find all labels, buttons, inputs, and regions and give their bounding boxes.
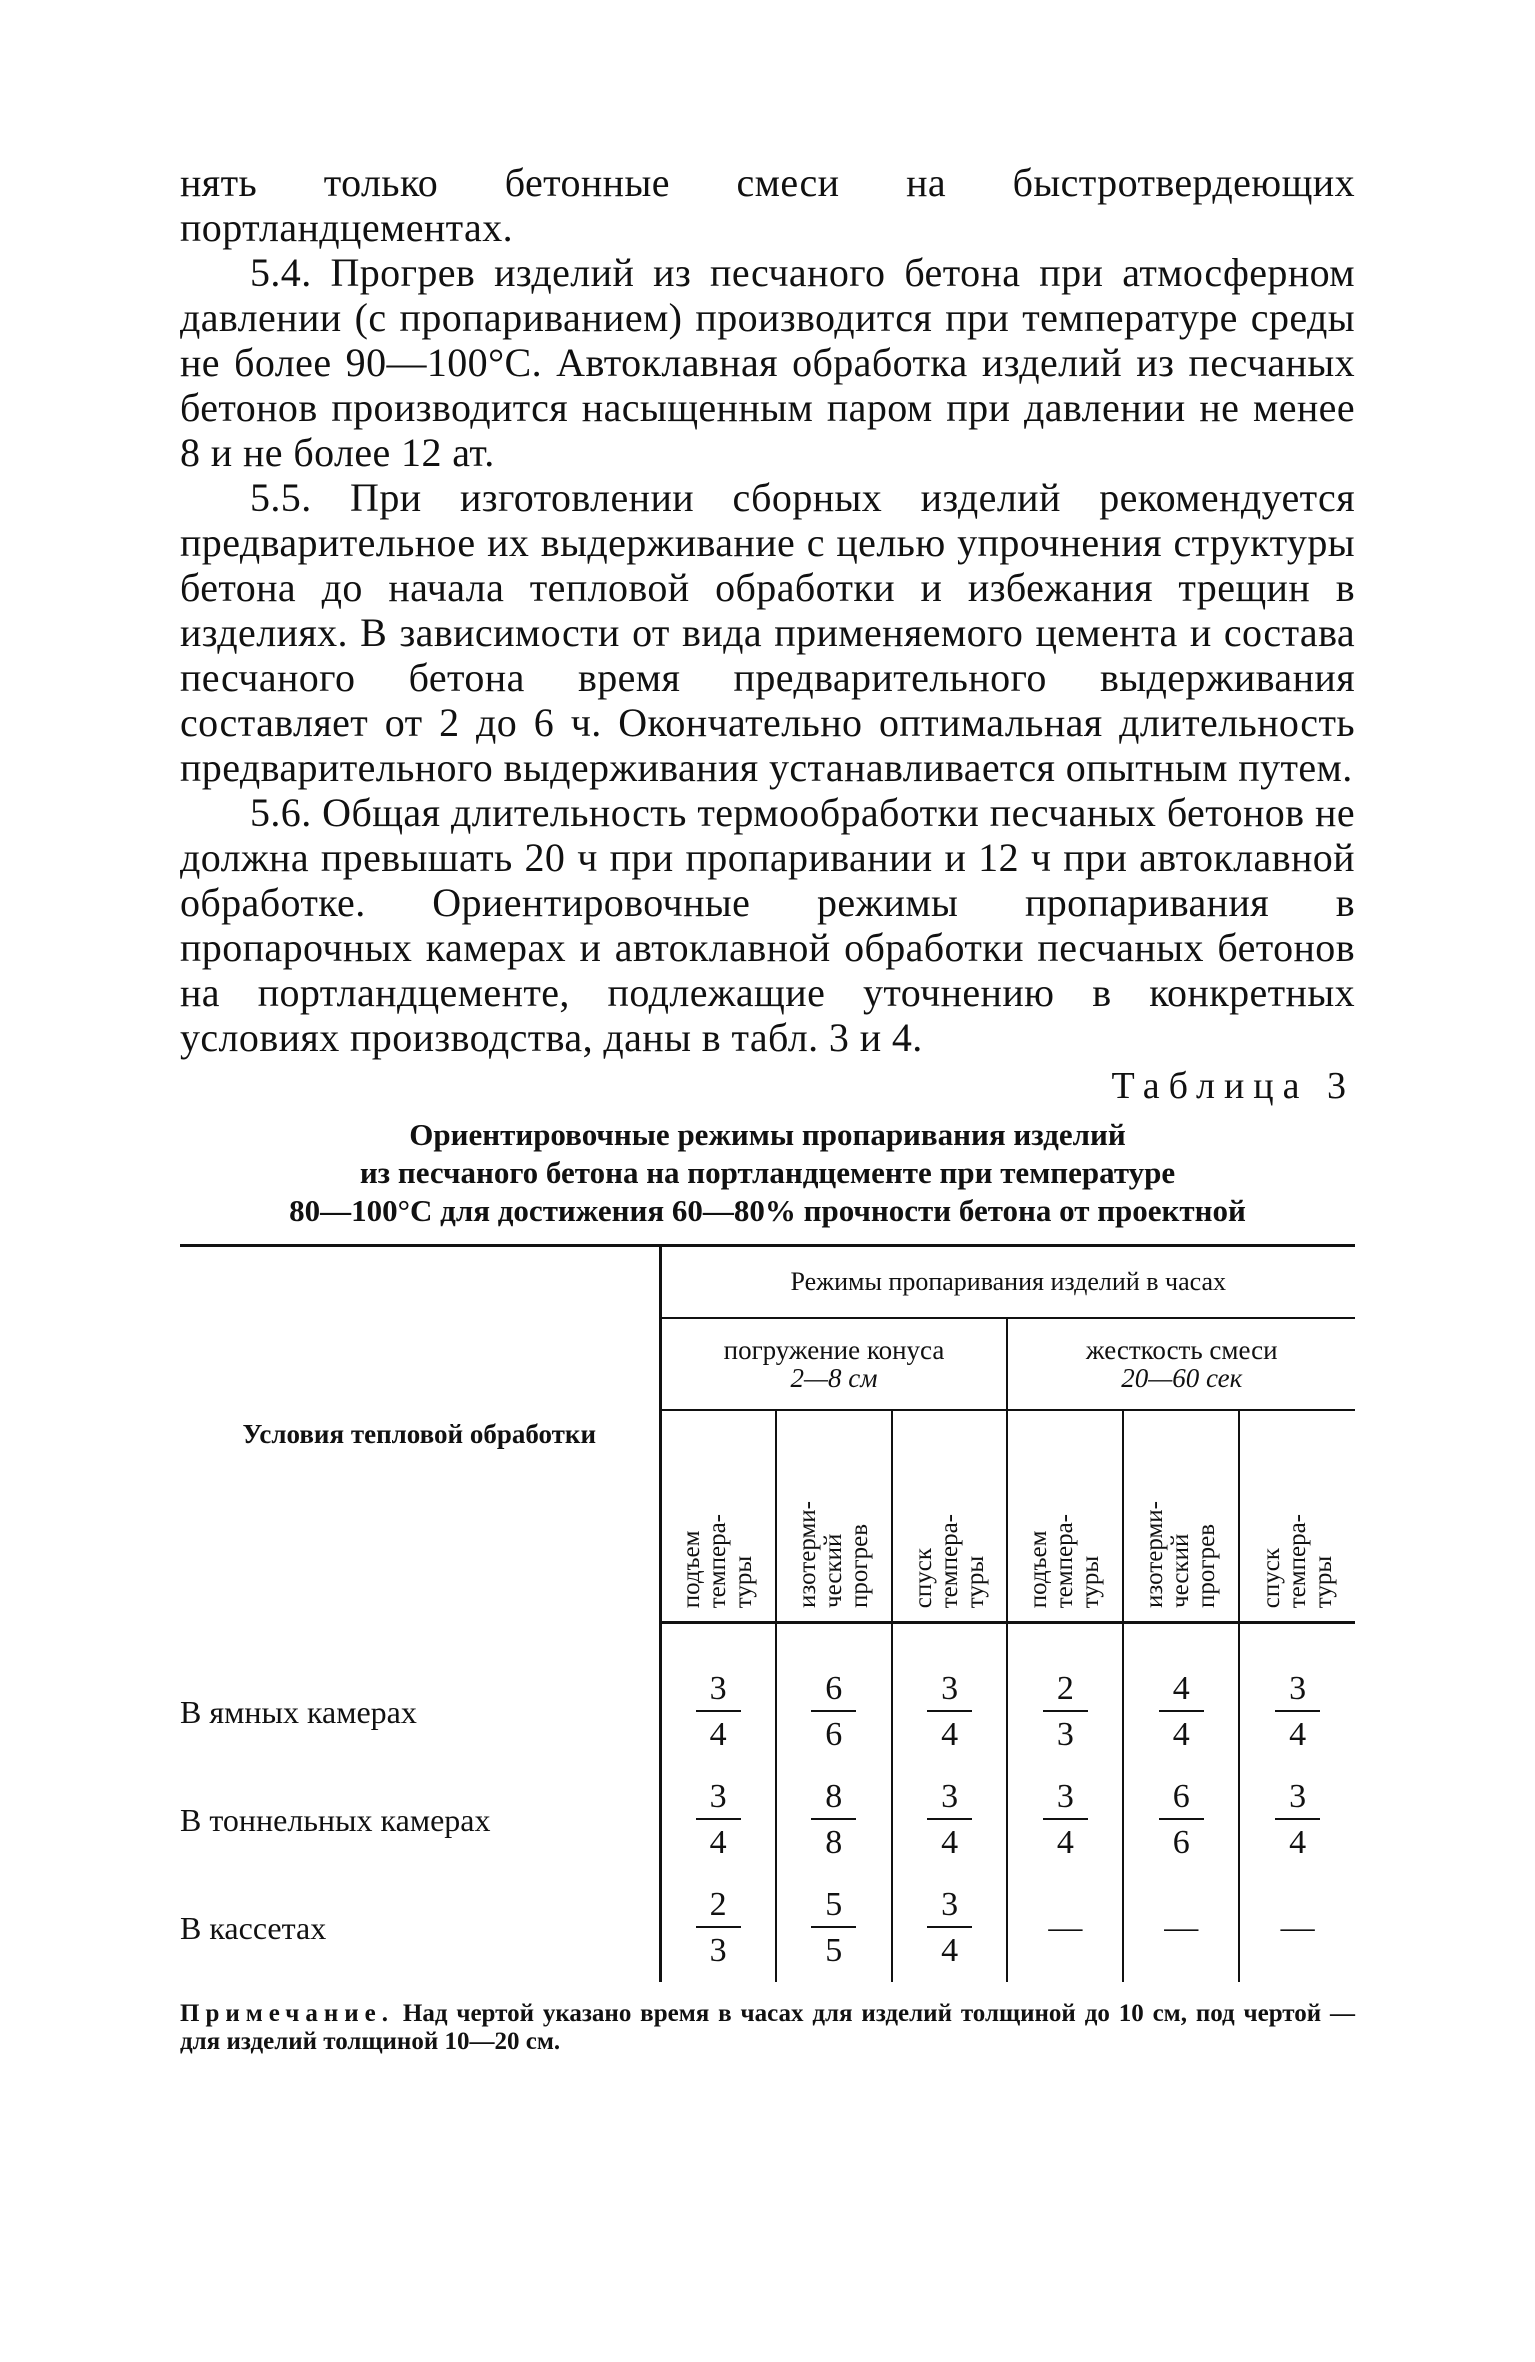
note-text: Над чертой указано время в часах для изделий толщиной до 10 см, под чертой — для изделий толщиной 10—20 см. <box>180 2000 1356 2055</box>
row-label: В тоннельных камерах <box>180 1766 660 1874</box>
fraction-denominator: 6 <box>825 1716 843 1753</box>
group-header-stiffness-line2: 20—60 сек <box>1121 1363 1243 1393</box>
fraction-denominator: 3 <box>1056 1716 1074 1753</box>
table-cell <box>1007 1874 1123 1982</box>
fraction-denominator: 3 <box>709 1932 727 1969</box>
column-header-text: спуск темпера- туры <box>909 1513 989 1608</box>
group-header-stiffness <box>1007 1318 1355 1410</box>
table-cell <box>1239 1658 1355 1766</box>
table-cell <box>1007 1658 1123 1766</box>
fraction <box>811 1886 856 1970</box>
fraction-numerator: 2 <box>1043 1670 1088 1712</box>
table-note <box>180 2000 1355 2056</box>
table-cell <box>660 1766 776 1874</box>
fraction-numerator: 8 <box>811 1778 856 1820</box>
column-header <box>1007 1410 1123 1623</box>
fraction-numerator: 3 <box>1275 1670 1320 1712</box>
column-header <box>776 1410 892 1623</box>
table-cell <box>1123 1766 1239 1874</box>
table-cell <box>776 1766 892 1874</box>
table-title-line: Ориентировочные режимы пропаривания изделий <box>409 1117 1126 1152</box>
fraction <box>927 1886 972 1970</box>
fraction-numerator: 3 <box>696 1670 741 1712</box>
row-label: В ямных камерах <box>180 1658 660 1766</box>
fraction-numerator: 2 <box>696 1886 741 1928</box>
table-title-line: 80—100°С для достижения 60—80% прочности бетона от проектной <box>289 1193 1246 1228</box>
empty-dash: — <box>1048 1909 1083 1946</box>
fraction-numerator: 3 <box>927 1886 972 1928</box>
paragraph-5-4: 5.4. Прогрев изделий из песчаного бетона при атмосферном давлении (с пропариванием) производится при температуре среды не более 90—100°С. Автоклавная обработка изделий из песчаных бетонов производится насыщенным паром при давлении не менее 8 и не более 12 ат. <box>180 250 1355 475</box>
table-cell <box>660 1874 776 1982</box>
fraction <box>1159 1778 1204 1862</box>
fraction <box>1159 1670 1204 1754</box>
fraction-denominator: 4 <box>1172 1716 1190 1753</box>
table-cell <box>892 1658 1008 1766</box>
column-header-text: изотерми- ческий прогрев <box>1141 1501 1221 1608</box>
table-cell <box>1007 1766 1123 1874</box>
table-title-line: из песчаного бетона на портландцементе при температуре <box>359 1155 1176 1190</box>
table-cell <box>660 1658 776 1766</box>
empty-dash: — <box>1164 1909 1199 1946</box>
fraction <box>1275 1778 1320 1862</box>
fraction-numerator: 3 <box>927 1778 972 1820</box>
fraction <box>1043 1778 1088 1862</box>
fraction-numerator: 5 <box>811 1886 856 1928</box>
paragraph-continuation: нять только бетонные смеси на быстротвердеющих портландцементах. <box>180 160 1355 250</box>
fraction <box>1275 1670 1320 1754</box>
fraction-denominator: 5 <box>825 1932 843 1969</box>
column-header-text: подъем темпера- туры <box>1025 1513 1105 1608</box>
fraction-denominator: 4 <box>941 1824 959 1861</box>
fraction-denominator: 4 <box>1056 1824 1074 1861</box>
fraction-denominator: 6 <box>1172 1824 1190 1861</box>
fraction-numerator: 3 <box>1275 1778 1320 1820</box>
row-label: В кассетах <box>180 1874 660 1982</box>
table-cell <box>1239 1766 1355 1874</box>
fraction <box>696 1670 741 1754</box>
group-header-stiffness-line1: жесткость смеси <box>1085 1335 1278 1365</box>
top-header: Режимы пропаривания изделий в часах <box>660 1247 1355 1318</box>
fraction <box>927 1670 972 1754</box>
fraction-denominator: 4 <box>941 1716 959 1753</box>
fraction-denominator: 4 <box>709 1824 727 1861</box>
fraction-denominator: 4 <box>709 1716 727 1753</box>
fraction-numerator: 6 <box>811 1670 856 1712</box>
group-header-cone <box>660 1318 1007 1410</box>
fraction-denominator: 4 <box>941 1932 959 1969</box>
column-header <box>1123 1410 1239 1623</box>
group-header-cone-line2: 2—8 см <box>790 1363 878 1393</box>
table-cell <box>776 1874 892 1982</box>
table-cell <box>1123 1658 1239 1766</box>
fraction-numerator: 4 <box>1159 1670 1204 1712</box>
fraction-numerator: 3 <box>1043 1778 1088 1820</box>
fraction-denominator: 4 <box>1289 1716 1307 1753</box>
table-cell <box>1123 1874 1239 1982</box>
fraction <box>927 1778 972 1862</box>
paragraph-5-5: 5.5. При изготовлении сборных изделий рекомендуется предварительное их выдерживание с целью упрочнения структуры бетона до начала тепловой обработки и избежания трещин в изделиях. В зависимости от вида применяемого цемента и состава песчаного бетона время предварительного выдерживания составляет от 2 до 6 ч. Окончательно оптимальная длительность предварительного выдерживания устанавливается опытным путем. <box>180 475 1355 790</box>
table-cell <box>892 1766 1008 1874</box>
group-header-cone-line1: погружение конуса <box>723 1335 945 1365</box>
paragraph-5-6: 5.6. Общая длительность термообработки песчаных бетонов не должна превышать 20 ч при пропаривании и 12 ч при автоклавной обработке. Ориентировочные режимы пропаривания в пропарочных камерах и автоклавной обработки песчаных бетонов на портландцементе, подлежащие уточнению в конкретных условиях производства, даны в табл. 3 и 4. <box>180 790 1355 1060</box>
fraction <box>811 1778 856 1862</box>
column-header <box>660 1410 776 1623</box>
table-title <box>180 1116 1355 1230</box>
table-cell <box>892 1874 1008 1982</box>
empty-dash: — <box>1280 1909 1315 1946</box>
document-page <box>180 160 1355 2056</box>
condition-header: Условия тепловой обработки <box>180 1247 660 1623</box>
table-label: Таблица 3 <box>1111 1065 1355 1107</box>
table-cell <box>1239 1874 1355 1982</box>
column-header-text: подъем темпера- туры <box>678 1513 758 1608</box>
fraction <box>811 1670 856 1754</box>
fraction-numerator: 6 <box>1159 1778 1204 1820</box>
regime-table <box>180 1247 1355 1982</box>
fraction <box>696 1886 741 1970</box>
fraction <box>696 1778 741 1862</box>
table-cell <box>776 1658 892 1766</box>
table-row <box>180 1874 1355 1982</box>
fraction-denominator: 8 <box>825 1824 843 1861</box>
note-lead: Примечание. <box>180 2000 395 2027</box>
column-header-text: спуск темпера- туры <box>1257 1513 1337 1608</box>
fraction <box>1043 1670 1088 1754</box>
fraction-denominator: 4 <box>1289 1824 1307 1861</box>
fraction-numerator: 3 <box>696 1778 741 1820</box>
fraction-numerator: 3 <box>927 1670 972 1712</box>
table-row <box>180 1658 1355 1766</box>
column-header-text: изотерми- ческий прогрев <box>793 1501 873 1608</box>
table-row <box>180 1766 1355 1874</box>
column-header <box>892 1410 1008 1623</box>
column-header <box>1239 1410 1355 1623</box>
